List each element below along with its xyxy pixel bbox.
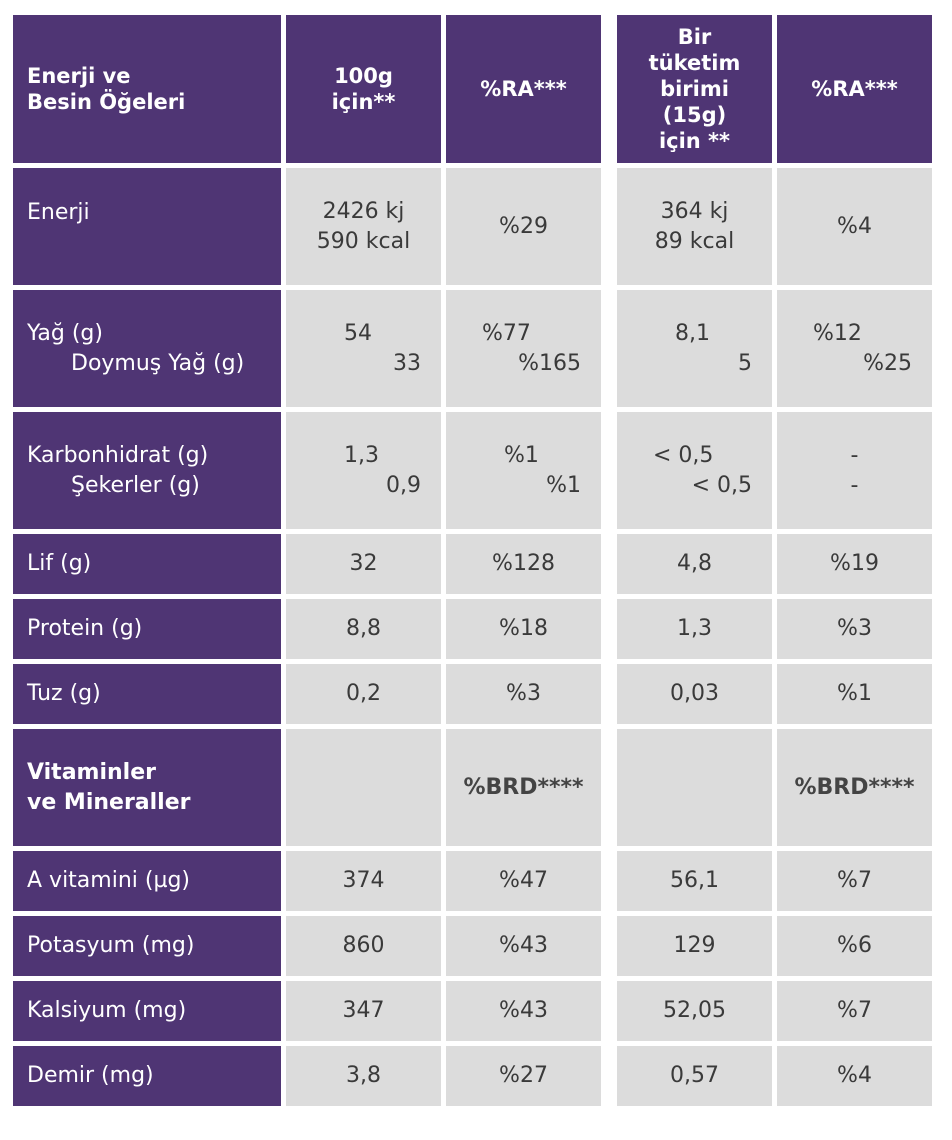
- cell-per-100g: 347: [286, 981, 441, 1041]
- cell-ra: %1 %1: [446, 412, 601, 529]
- nutrition-facts-table: [8, 10, 937, 1111]
- cell-brd: %BRD****: [446, 729, 601, 846]
- row-label: Protein (g): [13, 599, 281, 659]
- cell-ra-serving: %7: [777, 981, 932, 1041]
- cell-ra: %29: [446, 168, 601, 285]
- row-label: Vitaminler ve Mineraller: [13, 729, 281, 846]
- header-row: [13, 15, 932, 163]
- cell-ra-serving: %6: [777, 916, 932, 976]
- cell-per-serving: 52,05: [617, 981, 772, 1041]
- header-per-100g: 100g için**: [286, 15, 441, 163]
- cell-per-serving: 56,1: [617, 851, 772, 911]
- table-row: [13, 916, 932, 976]
- cell-ra: %47: [446, 851, 601, 911]
- cell-ra: %77 %165: [446, 290, 601, 407]
- table-row: [13, 290, 932, 407]
- header-ra: %RA***: [446, 15, 601, 163]
- header-per-serving: Bir tüketim birimi (15g) için **: [617, 15, 772, 163]
- row-label: Yağ (g) Doymuş Yağ (g): [13, 290, 281, 407]
- cell-per-100g: 3,8: [286, 1046, 441, 1106]
- cell-ra: %43: [446, 981, 601, 1041]
- row-label: Enerji: [13, 168, 281, 285]
- cell-ra-serving: - -: [777, 412, 932, 529]
- cell-per-serving: 8,1 5: [617, 290, 772, 407]
- cell-per-100g: 374: [286, 851, 441, 911]
- cell-per-100g: 2426 kj 590 kcal: [286, 168, 441, 285]
- cell-per-100g: 1,3 0,9: [286, 412, 441, 529]
- column-gap: [606, 15, 612, 163]
- section-row-vitamins-minerals: [13, 729, 932, 846]
- cell-ra: %27: [446, 1046, 601, 1106]
- column-gap: [606, 916, 612, 976]
- table-row: [13, 1046, 932, 1106]
- table-row: [13, 168, 932, 285]
- cell-per-serving: 1,3: [617, 599, 772, 659]
- row-label: Karbonhidrat (g) Şekerler (g): [13, 412, 281, 529]
- cell-per-serving: 4,8: [617, 534, 772, 594]
- cell-ra: %128: [446, 534, 601, 594]
- cell-ra: %43: [446, 916, 601, 976]
- row-label: Potasyum (mg): [13, 916, 281, 976]
- cell-ra-serving: %4: [777, 168, 932, 285]
- cell-ra-serving: %7: [777, 851, 932, 911]
- cell-ra: %3: [446, 664, 601, 724]
- cell-per-serving: [617, 729, 772, 846]
- cell-ra: %18: [446, 599, 601, 659]
- cell-per-100g: 54 33: [286, 290, 441, 407]
- table-row: [13, 851, 932, 911]
- column-gap: [606, 664, 612, 724]
- cell-per-serving: 129: [617, 916, 772, 976]
- header-nutrient: Enerji ve Besin Öğeleri: [13, 15, 281, 163]
- column-gap: [606, 412, 612, 529]
- column-gap: [606, 534, 612, 594]
- cell-per-serving: < 0,5 < 0,5: [617, 412, 772, 529]
- cell-brd-serving: %BRD****: [777, 729, 932, 846]
- row-label: Lif (g): [13, 534, 281, 594]
- column-gap: [606, 1046, 612, 1106]
- cell-per-100g: 0,2: [286, 664, 441, 724]
- cell-per-100g: 32: [286, 534, 441, 594]
- row-label: A vitamini (µg): [13, 851, 281, 911]
- column-gap: [606, 168, 612, 285]
- table-row: [13, 664, 932, 724]
- cell-per-100g: [286, 729, 441, 846]
- row-label: Kalsiyum (mg): [13, 981, 281, 1041]
- column-gap: [606, 729, 612, 846]
- row-label: Demir (mg): [13, 1046, 281, 1106]
- cell-ra-serving: %3: [777, 599, 932, 659]
- table-row: [13, 412, 932, 529]
- cell-per-100g: 860: [286, 916, 441, 976]
- table-row: [13, 599, 932, 659]
- header-ra-serving: %RA***: [777, 15, 932, 163]
- cell-per-serving: 364 kj 89 kcal: [617, 168, 772, 285]
- column-gap: [606, 599, 612, 659]
- cell-ra-serving: %12 %25: [777, 290, 932, 407]
- column-gap: [606, 290, 612, 407]
- cell-per-serving: 0,03: [617, 664, 772, 724]
- cell-ra-serving: %1: [777, 664, 932, 724]
- table-row: [13, 981, 932, 1041]
- cell-per-serving: 0,57: [617, 1046, 772, 1106]
- column-gap: [606, 981, 612, 1041]
- cell-per-100g: 8,8: [286, 599, 441, 659]
- column-gap: [606, 851, 612, 911]
- cell-ra-serving: %4: [777, 1046, 932, 1106]
- row-label: Tuz (g): [13, 664, 281, 724]
- table-row: [13, 534, 932, 594]
- cell-ra-serving: %19: [777, 534, 932, 594]
